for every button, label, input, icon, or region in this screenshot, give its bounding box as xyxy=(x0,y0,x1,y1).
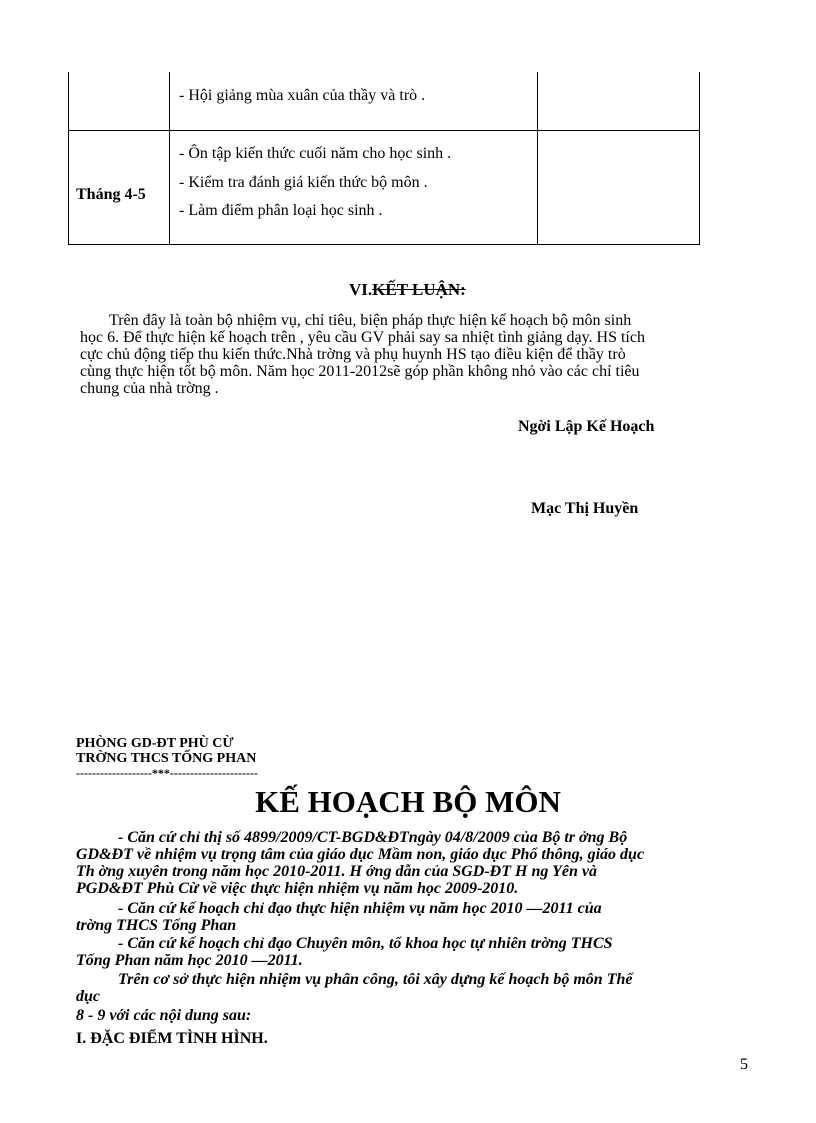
paragraph-line: cực chủ động tiếp thu kiến thức.Nhà trờng và phụ huynh HS tạo điều kiện để thầy trò xyxy=(80,346,626,363)
table-border-col2 xyxy=(537,72,538,244)
intro-line: GD&ĐT về nhiệm vụ trọng tâm của giáo dục Mầm non, giáo dục Phổ thông, giáo dục xyxy=(76,846,645,863)
table-border-right xyxy=(699,72,700,244)
signature-role: Ngời Lập Kế Hoạch xyxy=(518,418,655,435)
intro-line: Th ờng xuyên trong năm học 2010-2011. H ớng dẫn của SGD-ĐT H ng Yên và xyxy=(76,863,597,880)
paragraph-line: học 6. Để thực hiện kế hoạch trên , yêu cầu GV phải say sa nhiệt tình giảng dạy. HS tích xyxy=(80,329,645,346)
intro-line: Tống Phan năm học 2010 —2011. xyxy=(76,952,303,969)
table-border-bottom xyxy=(68,244,700,245)
table-border-left xyxy=(68,72,69,244)
intro-line: - Căn cứ kế hoạch chỉ đạo thực hiện nhiệm vụ năm học 2010 —2011 của xyxy=(118,900,602,917)
intro-line: PGD&ĐT Phù Cừ về việc thực hiện nhiệm vụ năm học 2009-2010. xyxy=(76,880,519,897)
conclusion-title: KẾT LUẬN: xyxy=(372,280,466,299)
intro-line: 8 - 9 với các nội dung sau: xyxy=(76,1007,252,1024)
page-number: 5 xyxy=(740,1056,748,1073)
intro-line: dục xyxy=(76,988,100,1005)
paragraph-line: cùng thực hiện tốt bộ môn. Năm học 2011-2012sẽ góp phần không nhỏ vào các chỉ tiêu xyxy=(80,363,640,380)
paragraph-line: chung của nhà trờng . xyxy=(80,380,219,397)
org-line-1: PHÒNG GD-ĐT PHÙ CỪ xyxy=(76,736,234,751)
table-row-divider xyxy=(68,130,700,131)
table-cell-item: - Ôn tập kiến thức cuối năm cho học sinh . xyxy=(179,145,452,162)
intro-line: - Căn cứ chỉ thị số 4899/2009/CT-BGD&ĐTngày 04/8/2009 của Bộ tr ởng Bộ xyxy=(118,829,628,846)
table-border-col1 xyxy=(169,72,170,244)
org-line-2: TRỜNG THCS TỐNG PHAN xyxy=(76,751,257,766)
table-cell-item: - Làm điểm phân loại học sinh . xyxy=(179,202,383,219)
table-cell-item: - Hội giảng mùa xuân của thầy và trò . xyxy=(179,87,426,104)
section-heading: I. ĐẶC ĐIỂM TÌNH HÌNH. xyxy=(76,1030,268,1047)
intro-line: Trên cơ sở thực hiện nhiệm vụ phân công, tôi xây dựng kế hoạch bộ môn Thể xyxy=(118,971,633,988)
signature-name: Mạc Thị Huyền xyxy=(531,500,639,517)
paragraph-line: Trên đây là toàn bộ nhiệm vụ, chỉ tiêu, biện pháp thực hiện kế hoạch bộ môn sinh xyxy=(109,312,632,329)
header-divider: -------------------***---------------------- xyxy=(76,766,258,780)
plan-title: KẾ HOẠCH BỘ MÔN xyxy=(255,784,561,819)
conclusion-heading xyxy=(349,280,466,300)
table-row-label: Tháng 4-5 xyxy=(76,186,146,203)
intro-line: trờng THCS Tống Phan xyxy=(76,917,237,934)
conclusion-numeral: VI. xyxy=(349,280,373,299)
table-cell-item: - Kiểm tra đánh giá kiến thức bộ môn . xyxy=(179,174,428,191)
intro-line: - Căn cứ kế hoạch chỉ đạo Chuyên môn, tổ khoa học tự nhiên trờng THCS xyxy=(118,935,613,952)
